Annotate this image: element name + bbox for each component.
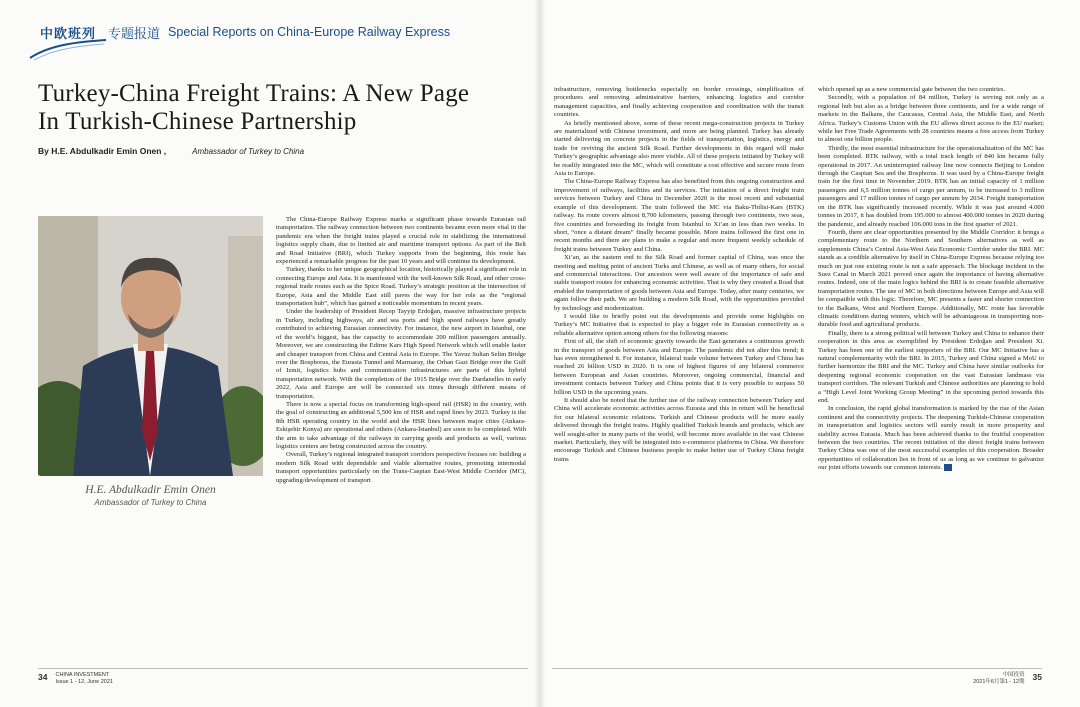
title-line-2: In Turkish-Chinese Partnership xyxy=(38,108,357,135)
section-label: 专题报道 xyxy=(108,25,161,41)
page-number-right: 35 xyxy=(1032,672,1042,682)
magazine-info-right xyxy=(973,672,1024,685)
paragraph: It should also be noted that the further use of the railway connection between Turkey and China will accelerate economic activities across Eurasia and this in return will be beneficial for our bilateral economic relations. Turkish and Chinese products will be more easily delivered through the freight trains. Highly qualified Turkish brands and products, which are well sought-after in many parts of the world, will become more available in the vast Chinese market. Particularly, they will be integrated into e-commerce platforms in China. We therefore encourage Turkish and Chinese business people to make better use of Turkey China freight trains xyxy=(554,397,804,463)
swoosh-logo-icon xyxy=(28,36,108,62)
paragraph: There is now a special focus on transforming high-speed rail (HSR) in the country, with the goal of constructing an additional 5,500 km of HSR and rapid lines by 2023. Turkey is the 8th HSR operating country in the world and the HSR lines between major cities (Ankara-Eskişehir Konya) are operational and others (Ankara-İstanbul) are soon to be completed. With the aim to take advantage of the railways in carrying goods and products as well, various logistics centers are being constructed across the country. xyxy=(276,400,526,450)
paragraph: The China-Europe Railway Express marks a significant phase towards Eurasian rail transportation. The railway connection between two continents became even more vital in the pandemic era when the freight trains played a crucial role in stabilizing the international logistics supply chain, due to limited air and maritime transport options. As part of the Belt and Road Initiative (BRI), which Turkey supports from the beginning, this route has experienced a remarkable progress for the past 10 years and will continue its development. xyxy=(276,216,526,266)
body-column-3 xyxy=(818,86,1044,658)
issue-info: Issue 1 - 12, June 2021 xyxy=(55,678,113,685)
paragraph: Fourth, there are clear opportunities presented by the Middle Corridor: it brings a complementary route to the Northern and Southern alternatives as well as supplements China’s Central Asia-West Asia Economic Corridor under the BRI. MC stands as a credible alternative by itself in China-Europe Express because relying too much on just one existing route is not a safe approach. The blockage incident in the Suez Canal in March 2021 proved once again the importance of having alternative routes. Indeed, one of the main logics behind the BRI is to create feasible alternative transportation routes. The use of MC in both directions between Europe and Asia will be compatible with this logic. Therefore, MC presents a faster and shorter connection to the Balkans, West and Northern Europe. Additionally, MC route has favorable climatic conditions during winters, which will be advantageous in transporting non-durable food and agricultural products. xyxy=(818,228,1044,329)
paragraph: infrastructure, removing bottlenecks especially on border crossings, simplification of procedures and removing administrative barriers, enhancing logistics and corridor management capacities, and finally achieving cooperation and coordination with the transit countries. xyxy=(554,86,804,119)
byline xyxy=(38,146,518,156)
body-column-2 xyxy=(554,86,804,658)
page-number-left: 34 xyxy=(38,672,48,682)
ambassador-photo xyxy=(38,216,263,476)
portrait-image xyxy=(38,216,263,476)
magazine-info-left xyxy=(55,672,112,685)
paragraph: which opened up as a new commercial gate between the two countries. xyxy=(818,86,1006,93)
footer-rule-left xyxy=(38,668,528,669)
paragraph-text: In conclusion, the rapid global transformation is marked by the rise of the Asian continent and the connectivity projects. The deepening Turkish-Chinese cooperation in transportation and logistics sectors will surely result in more prosperity and stability across Eurasia. Much has been achieved thanks to the fruitful cooperation between the two countries. The recent initiation of the direct freight trains between Turkey China was one of the most successful examples of this cooperation. Broader opportunities of collaboration lies in front of us as long as we continue to galvanize our joint efforts towards our common interests. xyxy=(818,405,1044,472)
paragraph: I would like to briefly point out the developments and provide some highlights on Turkey’s MC Initiative that is expected to play a bigger role in Eurasian connectivity as a reliable alternative option among others for the following reasons: xyxy=(554,312,804,337)
paragraph: Thirdly, the most essential infrastructure for the operationalization of the MC has been completed. BTK railway, with a total track length of 840 km became fully operational in 2017. An uninterrupted railway line now connects Beijing to London through the Caspian Sea and the Bosphorus. It was used by a China-Europe freight train for the first time in November 2019. BTK has an initial capacity of 1 million passengers and 6,5 million tonnes of cargo per annum, to be increased to 3 million passengers and 17 million tonnes of cargo per annum by 2034. Freight transportation on the BTK has significantly increased recently. While it was just around 4.000 tonnes in 2017, it has doubled from 195.000 to almost 400.000 tonnes in 2020 during the pandemic, and already reached 106.000 tons in the first quarter of 2021. xyxy=(818,144,1044,228)
section-subtitle: Special Reports on China-Europe Railway Express xyxy=(168,25,451,39)
paragraph: Secondly, with a population of 84 million, Turkey is serving not only as a regional hub but also as a bridge between three continents, and for a wide range of markets in the Balkans, the Caucasus, Central Asia, the Middle East, and North Africa. Turkey’s Customs Union with the EU allows direct access to the EU market; while her Free Trade Agreements with 28 countries means a free access from Turkey to almost one billion people. xyxy=(818,94,1044,144)
end-mark-icon: ■ xyxy=(944,464,952,471)
paragraph: Overall, Turkey’s regional integrated transport corridors perspective focuses on: building a modern Silk Road with dependable and viable alternative routes, promoting intermodal transport opportunities particularly on the Trans-Caspian East-West Middle Corridor (MC), upgrading/development of transport xyxy=(276,451,526,484)
paragraph: Finally, there is a strong political will between Turkey and China to enhance their cooperation in this area as exemplified by President Erdoğan and President Xi. Turkey has been one of the earliest supporters of the BRI. Our MC Initiative has a natural complementarity with the BRI. In 2015, Turkey and China signed a MoU to further harmonize the BRI and the MC. Turkey and China have similar outlooks for deepening regional economic cooperation on the vast Eurasian landmass via transport corridors. The relevant Turkish and Chinese authorities are planning to hold a “High Level Joint Working Group Meeting” in the upcoming period towards this end. xyxy=(818,329,1044,405)
title-line-1: Turkey-China Freight Trains: A New Page xyxy=(38,80,470,107)
paragraph: Turkey, thanks to her unique geographical location, historically played a significant role in connecting Europe and Asia. It is manifested with the well-known Silk Road, and other cross-regional trade routes such as the Spice Road. Turkey’s strategic position at the intersection of Europe, Asia and the Middle East still paves the way for her role as the “regional transportation hub”, which has gained a noticeable momentum in recent years. xyxy=(276,266,526,308)
paragraph: Xi’an, as the eastern end to the Silk Road and former capital of China, was once the meeting and melting point of ancient Turks and Chinese, as well as of many others, for social and commercial interactions. Our ancestors were well aware of the importance of safe and stable transport routes for enhancing economic activities. That is why they created a Road that enabled the transportation of goods between Asia and Europe. Today, after many centuries, we again follow their path. We are building a modern Silk Road, with the opportunities provided by technology and modernization. xyxy=(554,254,804,312)
issue-info: 2021年6月第1 - 12期 xyxy=(973,678,1025,685)
paragraph xyxy=(818,405,1044,472)
paragraph: Under the leadership of President Recep Tayyip Erdoğan, massive infrastructure projects in Turkey, including highways, air and sea ports and high speed railways have greatly contributed to achieving Eurasian connectivity. For instance, the new airport in Istanbul, one of the world’s biggest, has the capacity to accommodate 200 million passengers annually. Moreover, we are constructing the Edirne Kars High Speed Network which will enable faster and cheaper transport from China and Central Asia to Europe. The Yavuz Sultan Selim Bridge over the Bosphorus, the Eurasia Tunnel and Marmaray, the Orhan Gazi Bridge over the Gulf of Izmit, logistics hubs and communication infrastructures are parts of this hybrid transportation network. With the completion of the 1915 Bridge over the Dardanelles in early 2022, Asia and Europe are will be connected six times through different means of transportation. xyxy=(276,308,526,400)
article-title xyxy=(38,80,518,136)
page-gutter xyxy=(534,0,546,707)
paragraph: The China-Europe Railway Express has also benefited from this ongoing construction and improvement of railways, facilities and its services. The initiation of a direct freight train services between Turkey and China in December 2020 is the most recent and substantial example of this development. The train followed the MC via Baku-Tbilisi-Kars (BTK) railway. Its route covers almost 8,700 kilometers, passing through two continents, two seas, five countries and forwarding its freight from Istanbul to Xi’an in less than two weeks. In short, “once a distant dream” finally became possible. More trains followed the first one in recent months and there are plans to make a regular and more frequent weekly schedule of freight trains between Turkey and China. xyxy=(554,178,804,253)
photo-caption-name: H.E. Abdulkadir Emin Onen xyxy=(85,484,216,496)
author-name: By H.E. Abdulkadir Emin Onen , xyxy=(38,146,167,156)
photo-caption-role: Ambassador of Turkey to China xyxy=(94,498,207,507)
author-role: Ambassador of Turkey to China xyxy=(192,147,305,156)
brand-label: 中欧班列 xyxy=(40,25,97,41)
magazine-name: CHINA INVESTMENT xyxy=(55,672,110,678)
paragraph: As briefly mentioned above, some of these recent mega-construction projects in Turkey are materialized with Chinese investment, and more are being planned. Turkey has already started delivering on concrete projects in the fields of transportation, logistics, energy and trade for reviving the ancient Silk Road. Further developments in this regard will make Turkey’s geographic advantage also more visible. All of these projects initiated by Turkey will be readily integrated into the MC, which will constitute a cost effective and secure route from Asia to Europe. xyxy=(554,119,804,178)
footer-rule-right xyxy=(552,668,1042,669)
magazine-name: 中国投资 xyxy=(1002,672,1025,678)
footer-left xyxy=(38,672,113,692)
body-column-1 xyxy=(276,216,526,658)
footer-right xyxy=(973,672,1042,692)
paragraph: First of all, the shift of economic gravity towards the East generates a continuous growth in the transport of goods between Asia and Europe. The pandemic did not alter this trend; it has even strengthened it. For instance, bilateral trade volume between Turkey and China has reached 26 billion USD in 2020. It is one of highest figures of any bilateral commerce between European and Asian countries. Moreover, ongoing commercial, financial and investment contacts between Turkey and China points that it is very possible to surpass 50 billion USD in the upcoming years. xyxy=(554,338,804,396)
